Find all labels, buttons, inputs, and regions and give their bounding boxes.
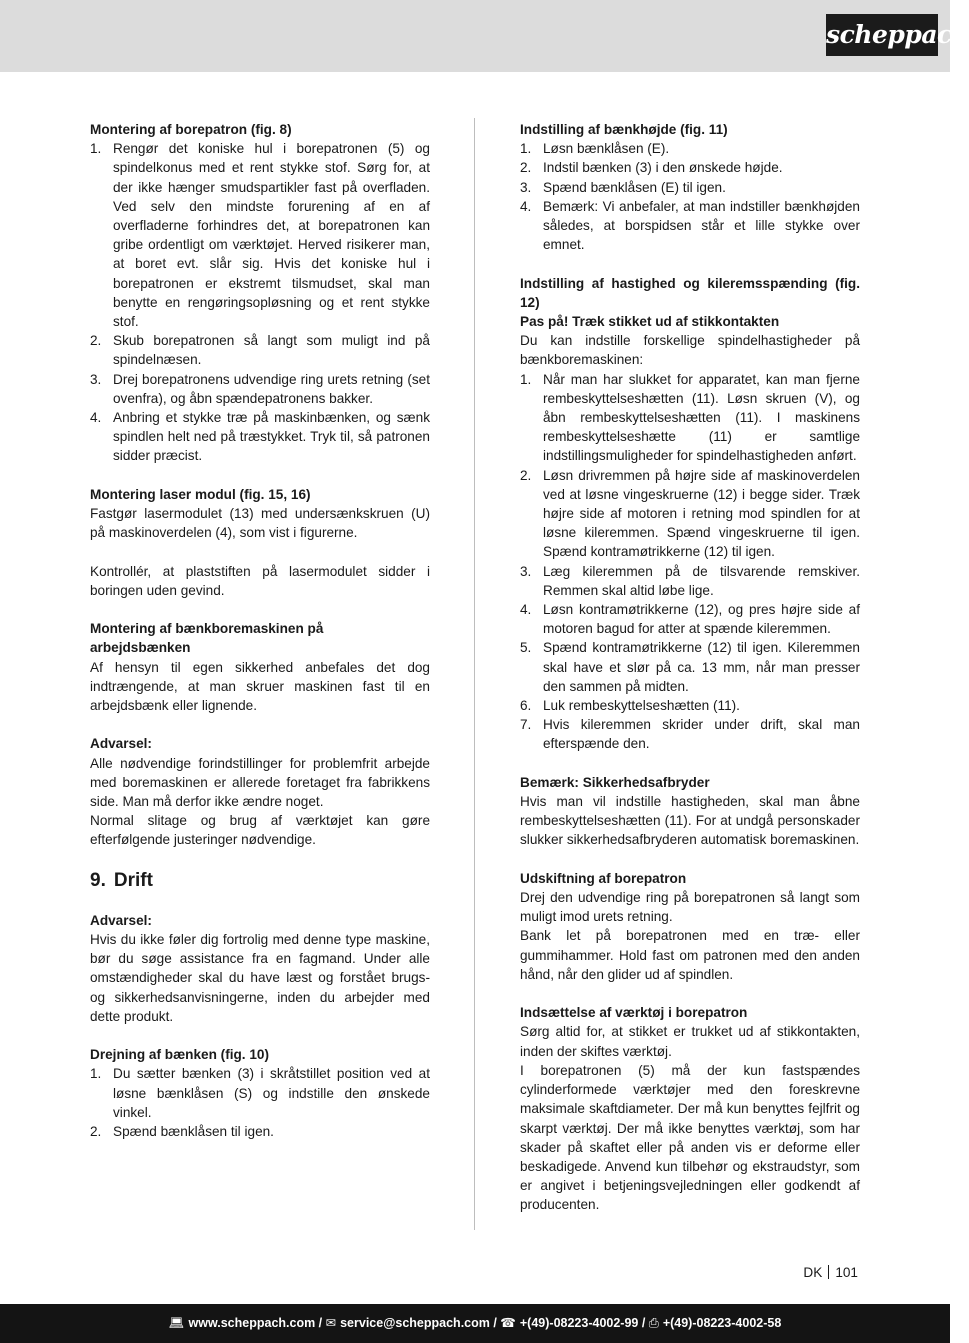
column-divider: [474, 118, 475, 1230]
paragraph: Du kan indstille forskellige spindelhastigheder på bænkboremaskinen:: [520, 333, 860, 368]
paragraph: Fastgør lasermodulet (13) med undersænkskruen (U) på maskinoverdelen (4), som vist i figurerne.: [90, 506, 430, 541]
list-item: 4. Bemærk: Vi anbefaler, at man indstiller bænkhøjden således, at borspidsen står et lille stykke over emnet.: [520, 198, 860, 253]
list-item: 1. Når man har slukket for apparatet, kan man fjerne rembeskyttelseshætten (11). Løsn skruen (V), og åbn rembeskyttelseshætten (11). I maskinens rembeskyttelseshætte (11) er samtlige indstillingsmuligheder for spindelhastigheden anført.: [520, 371, 860, 464]
section-tilt-table: [90, 1045, 430, 1141]
computer-icon: 💻︎: [168, 1316, 185, 1330]
section-heading: Advarsel:: [90, 736, 152, 752]
section-speed-belt: [520, 274, 860, 754]
paragraph: Hvis du ikke føler dig fortrolig med denne type maskine, bør du søge assistance fra en fagmand. Under alle omstændigheder skal du have læst og forstået brugs- og sikkerhedsanvisningerne, inden du arbejder med dette produkt.: [90, 932, 430, 1024]
paragraph: Bank let på borepatronen med en træ- eller gummihammer. Hold fast om patronen med den anden hånd, når den glider ud af spindlen.: [520, 928, 860, 982]
numbered-list: [520, 139, 860, 254]
paragraph: Kontrollér, at plaststiften på lasermodulet sidder i boringen uden gevind.: [90, 563, 430, 598]
paragraph: Normal slitage og brug af værktøjet kan gøre efterfølgende justeringer nødvendige.: [90, 813, 430, 848]
section-heading: Montering laser modul (fig. 15, 16): [90, 486, 311, 502]
phone-icon: ☎: [500, 1316, 516, 1330]
footer-bar: 💻︎ www.scheppach.com / ✉ service@scheppach.com / ☎ +(49)-08223-4002-99 / ⎙ +(49)-08223-4002-58: [0, 1304, 950, 1343]
list-item: 3. Spænd bænklåsen (E) til igen.: [520, 179, 726, 195]
section-operation-warning: [90, 911, 430, 1026]
section-heading: Advarsel:: [90, 912, 152, 928]
list-item: 2. Spænd bænklåsen til igen.: [90, 1124, 274, 1140]
section-heading: Bemærk: Sikkerhedsafbryder: [520, 774, 710, 790]
paragraph: Af hensyn til egen sikkerhed anbefales det dog indtrængende, at man skruer maskinen fast til en arbejdsbænk eller lignende.: [90, 659, 430, 714]
list-item: 4. Løsn kontramøtrikkerne (12), og pres højre side af motoren bagud for atter at spænde kileremmen.: [520, 602, 860, 637]
left-column: [90, 120, 430, 1141]
paragraph: I borepatronen (5) må der kun fastspændes cylinderformede værktøjer med den foreskrevne maksimale skaftdiameter. Der må kun benyttes fejlfrit og skarpt værktøj. Der må ikke benyttes værktøj, som har skader på skaftet eller på anden vis er deforme eller beskadigede. Anvend kun tilbehør og ekstraudstyr, som er angivet i betjeningsvejledningen eller godkendt af producenten.: [520, 1062, 860, 1213]
section-insert-tool: [520, 1003, 860, 1214]
section-replace-chuck: [520, 869, 860, 984]
section-heading: Montering af bænkboremaskinen på arbejdsbænken: [90, 621, 324, 656]
list-item: 2. Løsn drivremmen på højre side af maskinoverdelen ved at løsne vingeskruerne (12) i begge sider. Træk højre side af motoren i retning mod spindlen for at løsne kileremmen. Spænd vingeskruerne til igen. Spænd kontramøtrikkerne (12) til igen.: [520, 467, 860, 560]
paragraph: Hvis man vil indstille hastigheden, skal man åbne rembeskyttelseshætten (11). For at undgå personskader slukker sikkerhedsafbryderen automatisk boremaskinen.: [520, 794, 860, 848]
section-mount-workbench: [90, 619, 430, 715]
section-heading: Montering af borepatron (fig. 8): [90, 122, 292, 137]
section-heading: Indstilling af bænkhøjde (fig. 11): [520, 122, 728, 137]
list-item: 2. Indstil bænken (3) i den ønskede højde.: [520, 160, 783, 176]
list-item: 2. Skub borepatronen så langt som muligt ind på spindelnæsen.: [90, 333, 430, 368]
list-item: 3. Læg kileremmen på de tilsvarende remskiver. Remmen skal altid løbe lige.: [520, 563, 860, 598]
section-safety-switch: [520, 773, 860, 850]
warning-line: Pas på! Træk stikket ud af stikkontakten: [520, 314, 780, 330]
list-item: 1. Rengør det koniske hul i borepatronen (5) og spindelkonus med et rent stykke stof. Sørg for, at der ikke hænger smudspartikler fast på overfladen. Ved selv den mindste forurening af en af overfladerne forhindres det, at borepatronen kan gribe ordentligt om værktøjet. Herved risikerer man, at boret evt. slår sig. Hvis det koniske hul i borepatronen er ekstremt tilsmudset, skal man benytte en rengøringsopløsning og et rent stykke stof.: [90, 141, 430, 330]
section-heading: Drejning af bænken (fig. 10): [90, 1047, 270, 1063]
paragraph: Sørg altid for, at stikket er trukket ud af stikkontakten, inden der skiftes værktøj.: [520, 1024, 860, 1059]
section-mount-chuck: [90, 120, 430, 466]
list-item: 1. Løsn bænklåsen (E).: [520, 141, 670, 157]
scheppach-logo: scheppach: [826, 14, 938, 56]
section-table-height: [520, 120, 860, 254]
chapter-heading: 9. Drift: [90, 869, 153, 891]
mail-icon: ✉: [325, 1316, 337, 1330]
page-number: DK 101: [803, 1265, 858, 1280]
list-item: 3. Drej borepatronens udvendige ring urets retning (set ovenfra), og åbn spændepatronens bakker.: [90, 371, 430, 406]
fax-icon: ⎙: [648, 1316, 659, 1330]
section-heading: Indsættelse af værktøj i borepatron: [520, 1005, 748, 1021]
numbered-list: [520, 370, 860, 754]
website-link[interactable]: www.scheppach.com: [188, 1316, 316, 1330]
section-heading: Udskiftning af borepatron: [520, 870, 687, 886]
fax-number: +(49)-08223-4002-58: [662, 1316, 782, 1330]
list-item: 6. Luk rembeskyttelseshætten (11).: [520, 698, 740, 714]
numbered-list: [90, 1064, 430, 1141]
list-item: 1. Du sætter bænken (3) i skråtstillet position ved at løsne bænklåsen (S) og indstille den ønskede vinkel.: [90, 1066, 430, 1120]
section-warning: [90, 734, 430, 849]
phone-number: +(49)-08223-4002-99: [519, 1316, 639, 1330]
paragraph: Alle nødvendige forindstillinger for problemfrit arbejde med boremaskinen er allerede foretaget fra fabrikkens side. Man må derfor ikke ændre noget.: [90, 755, 430, 810]
email-link[interactable]: service@scheppach.com: [340, 1316, 490, 1330]
header-bar: [0, 0, 969, 72]
list-item: 4. Anbring et stykke træ på maskinbænken, og sænk spindlen helt ned på træstykket. Tryk til, så patronen sidder præcist.: [90, 410, 430, 464]
list-item: 7. Hvis kileremmen skrider under drift, skal man efterspænde den.: [520, 717, 860, 752]
section-heading: Indstilling af hastighed og kileremsspænding (fig. 12): [520, 275, 860, 310]
right-column: [520, 120, 860, 1215]
section-laser-module: [90, 485, 430, 600]
list-item: 5. Spænd kontramøtrikkerne (12) til igen. Kileremmen skal have et slør på ca. 13 mm, når man presser den sammen på midten.: [520, 640, 860, 694]
paragraph: Drej den udvendige ring på borepatronen så langt som muligt imod urets retning.: [520, 890, 860, 925]
numbered-list: [90, 139, 430, 465]
